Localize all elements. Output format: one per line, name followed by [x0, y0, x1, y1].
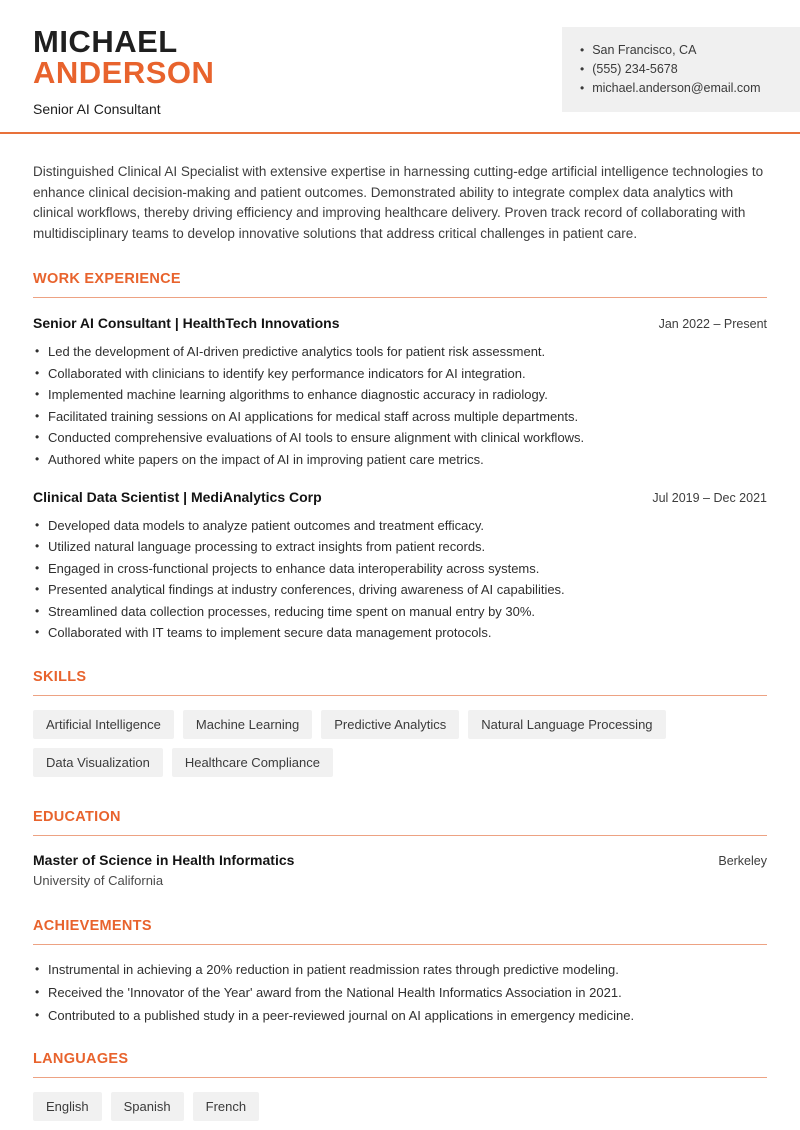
- section-achievements: [33, 918, 767, 1024]
- achievement-bullet: • Contributed to a published study in a peer-reviewed journal on AI applications in emergency medicine.: [33, 1007, 767, 1024]
- job-title: Clinical Data Scientist | MediAnalytics Corp: [33, 488, 322, 505]
- achievement-bullet: • Instrumental in achieving a 20% reduction in patient readmission rates through predictive modeling.: [33, 961, 767, 978]
- job-entry: [33, 489, 767, 642]
- last-name: ANDERSON: [33, 55, 215, 90]
- job-bullet: • Led the development of AI-driven predictive analytics tools for patient risk assessment.: [33, 343, 767, 360]
- job-bullet: • Engaged in cross-functional projects to enhance data interoperability across systems.: [33, 560, 767, 577]
- job-bullet: • Utilized natural language processing to extract insights from patient records.: [33, 538, 767, 555]
- job-bullet: • Presented analytical findings at industry conferences, driving awareness of AI capabilities.: [33, 581, 767, 598]
- contact-phone: [580, 62, 790, 77]
- job-bullet: • Collaborated with clinicians to identify key performance indicators for AI integration.: [33, 365, 767, 382]
- skills-tag-list: [33, 710, 767, 786]
- resume-body: [0, 162, 800, 1130]
- language-tag: Spanish: [111, 1092, 184, 1121]
- job-header: [33, 489, 767, 505]
- first-name: MICHAEL: [33, 24, 178, 59]
- education-location: Berkeley: [718, 854, 767, 868]
- section-work-experience: [33, 271, 767, 641]
- language-tag: French: [193, 1092, 259, 1121]
- skill-tag: Natural Language Processing: [468, 710, 665, 739]
- section-divider: [33, 297, 767, 298]
- skill-tag: Predictive Analytics: [321, 710, 459, 739]
- skills-heading: SKILLS: [33, 669, 87, 685]
- job-bullet-list: [33, 343, 767, 468]
- job-dates: Jul 2019 – Dec 2021: [652, 490, 767, 505]
- achievement-bullet: • Received the 'Innovator of the Year' award from the National Health Informatics Association in 2021.: [33, 984, 767, 1001]
- job-bullet: • Developed data models to analyze patient outcomes and treatment efficacy.: [33, 517, 767, 534]
- achievements-heading: ACHIEVEMENTS: [33, 918, 152, 934]
- education-degree: Master of Science in Health Informatics: [33, 852, 295, 868]
- language-tag: English: [33, 1092, 102, 1121]
- section-divider: [33, 835, 767, 836]
- job-title: Senior AI Consultant | HealthTech Innovations: [33, 315, 340, 331]
- contact-box: [562, 27, 800, 112]
- education-institution: University of California: [33, 873, 164, 888]
- work-experience-heading: WORK EXPERIENCE: [33, 271, 181, 287]
- skill-tag: Healthcare Compliance: [172, 748, 333, 777]
- job-bullet: • Facilitated training sessions on AI applications for medical staff across multiple departments.: [33, 408, 767, 425]
- contact-phone-text: (555) 234-5678: [592, 62, 678, 76]
- section-divider: [33, 944, 767, 945]
- contact-email-text: michael.anderson@email.com: [592, 81, 761, 95]
- achievements-list: [33, 961, 767, 1024]
- job-dates: Jan 2022 – Present: [658, 317, 767, 331]
- education-entry: [33, 852, 767, 868]
- header-divider: [0, 132, 800, 134]
- bullet-icon: •: [580, 81, 585, 95]
- languages-tag-list: [33, 1092, 767, 1130]
- languages-heading: LANGUAGES: [33, 1051, 129, 1067]
- education-heading: EDUCATION: [33, 809, 121, 825]
- job-header: [33, 315, 767, 331]
- bullet-icon: •: [580, 62, 585, 76]
- section-divider: [33, 1077, 767, 1078]
- skill-tag: Data Visualization: [33, 748, 163, 777]
- contact-email: [580, 81, 790, 96]
- skill-tag: Machine Learning: [183, 710, 312, 739]
- contact-location: [580, 43, 790, 58]
- section-skills: [33, 669, 767, 786]
- section-languages: [33, 1051, 767, 1130]
- job-bullet: • Conducted comprehensive evaluations of AI tools to ensure alignment with clinical workflows.: [33, 429, 767, 446]
- section-education: [33, 809, 767, 888]
- job-bullet: • Streamlined data collection processes, reducing time spent on manual entry by 30%.: [33, 603, 767, 620]
- job-bullet-list: [33, 517, 767, 642]
- contact-location-text: San Francisco, CA: [592, 43, 697, 57]
- bullet-icon: •: [580, 43, 585, 57]
- header-job-title: Senior AI Consultant: [33, 101, 161, 117]
- job-bullet: • Authored white papers on the impact of AI in improving patient care metrics.: [33, 451, 767, 468]
- job-bullet: • Collaborated with IT teams to implement secure data management protocols.: [33, 624, 767, 641]
- job-bullet: • Implemented machine learning algorithms to enhance diagnostic accuracy in radiology.: [33, 386, 767, 403]
- job-entry: [33, 315, 767, 468]
- resume-header: [0, 0, 800, 134]
- skill-tag: Artificial Intelligence: [33, 710, 174, 739]
- section-divider: [33, 695, 767, 696]
- professional-summary: Distinguished Clinical AI Specialist with extensive expertise in harnessing cutting-edge artificial intelligence technologies to enhance clinical decision-making and patient outcomes. Demonstrated ability to integrate complex data analytics with clinical workflows, thereby driving efficiency and improving healthcare delivery. Proven track record of collaborating with multidisciplinary teams to develop innovative solutions that address critical challenges in patient care.: [33, 164, 764, 241]
